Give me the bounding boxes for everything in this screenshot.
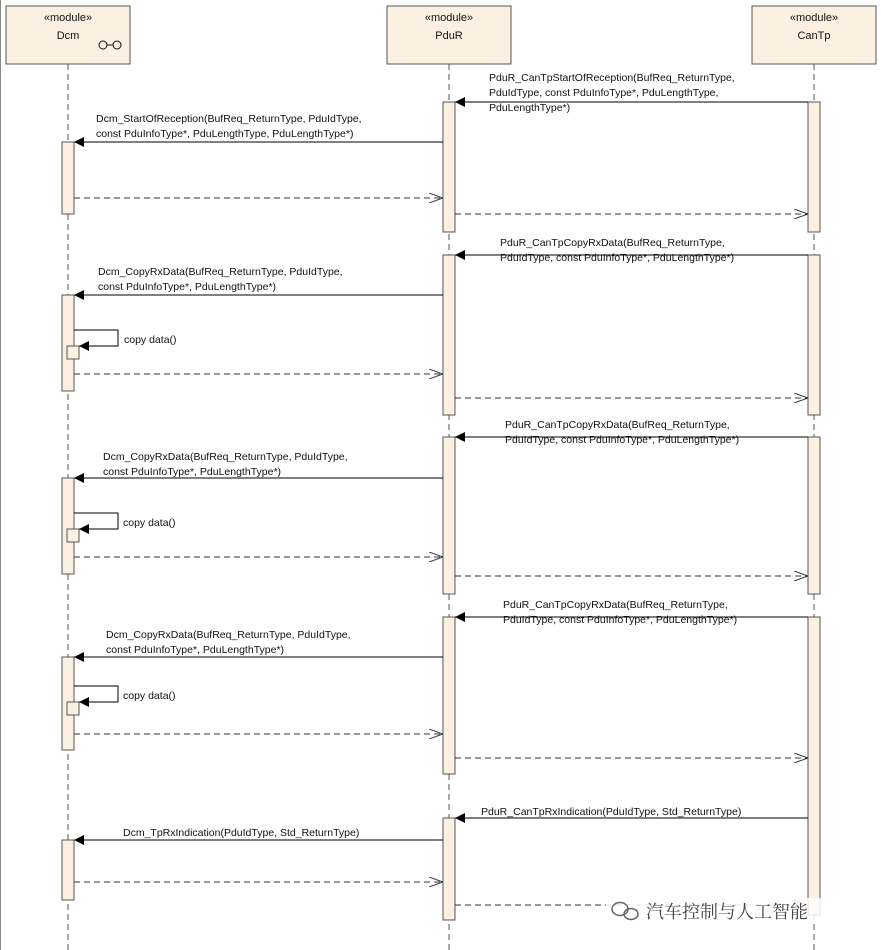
activation-dcm-nested — [67, 529, 79, 542]
activation-cantp — [808, 102, 820, 232]
module-pdur[interactable] — [387, 6, 511, 64]
message-label-m1: PduR_CanTpStartOfReception(BufReq_ReturnType, PduIdType, const PduInfoType*, PduLengthType, PduLengthType*) — [489, 72, 735, 114]
message-label-m3: PduR_CanTpCopyRxData(BufReq_ReturnType, PduIdType, const PduInfoType*, PduLengthType*) — [500, 237, 735, 264]
activation-pdur — [443, 818, 455, 920]
module-dcm-name: Dcm — [56, 30, 80, 42]
module-cantp[interactable] — [752, 6, 876, 64]
message-label-m8: copy data() — [123, 517, 176, 529]
message-label-m2: Dcm_StartOfReception(BufReq_ReturnType, PduIdType, const PduInfoType*, PduLengthType, PduLengthType*) — [96, 113, 362, 140]
activation-dcm — [62, 295, 74, 391]
activation-pdur — [443, 617, 455, 774]
watermark — [606, 898, 856, 924]
watermark-text: 汽车控制与人工智能 — [646, 902, 808, 923]
message-label-m11: copy data() — [123, 690, 176, 702]
message-label-m4: Dcm_CopyRxData(BufReq_ReturnType, PduIdType, const PduInfoType*, PduLengthType*) — [98, 266, 343, 293]
activation-dcm — [62, 478, 74, 574]
self-call-arrow — [74, 513, 118, 529]
activation-cantp — [808, 617, 820, 915]
message-label-m9: PduR_CanTpCopyRxData(BufReq_ReturnType, PduIdType, const PduInfoType*, PduLengthType*) — [503, 599, 738, 626]
activation-cantp — [808, 437, 820, 594]
self-call-arrow — [74, 686, 118, 702]
message-label-m10: Dcm_CopyRxData(BufReq_ReturnType, PduIdType, const PduInfoType*, PduLengthType*) — [106, 629, 351, 656]
activation-pdur — [443, 255, 455, 415]
module-cantp-stereotype: «module» — [789, 12, 839, 24]
message-label-m12: PduR_CanTpRxIndication(PduIdType, Std_ReturnType) — [481, 806, 742, 818]
module-dcm-stereotype: «module» — [43, 12, 93, 24]
activation-dcm-nested — [67, 346, 79, 359]
activation-dcm — [62, 840, 74, 900]
activation-cantp — [808, 255, 820, 415]
message-label-m7: Dcm_CopyRxData(BufReq_ReturnType, PduIdType, const PduInfoType*, PduLengthType*) — [103, 451, 348, 478]
message-label-m5: copy data() — [124, 334, 177, 346]
activation-pdur — [443, 102, 455, 232]
module-dcm[interactable] — [6, 6, 130, 64]
self-call-arrow — [74, 330, 118, 346]
module-pdur-name: PduR — [435, 30, 463, 42]
module-pdur-stereotype: «module» — [424, 12, 474, 24]
activation-dcm-nested — [67, 702, 79, 715]
activation-pdur — [443, 437, 455, 594]
message-label-m6: PduR_CanTpCopyRxData(BufReq_ReturnType, PduIdType, const PduInfoType*, PduLengthType*) — [505, 419, 740, 446]
activation-dcm — [62, 142, 74, 214]
message-label-m13: Dcm_TpRxIndication(PduIdType, Std_ReturnType) — [123, 827, 360, 839]
module-cantp-name: CanTp — [797, 30, 831, 42]
